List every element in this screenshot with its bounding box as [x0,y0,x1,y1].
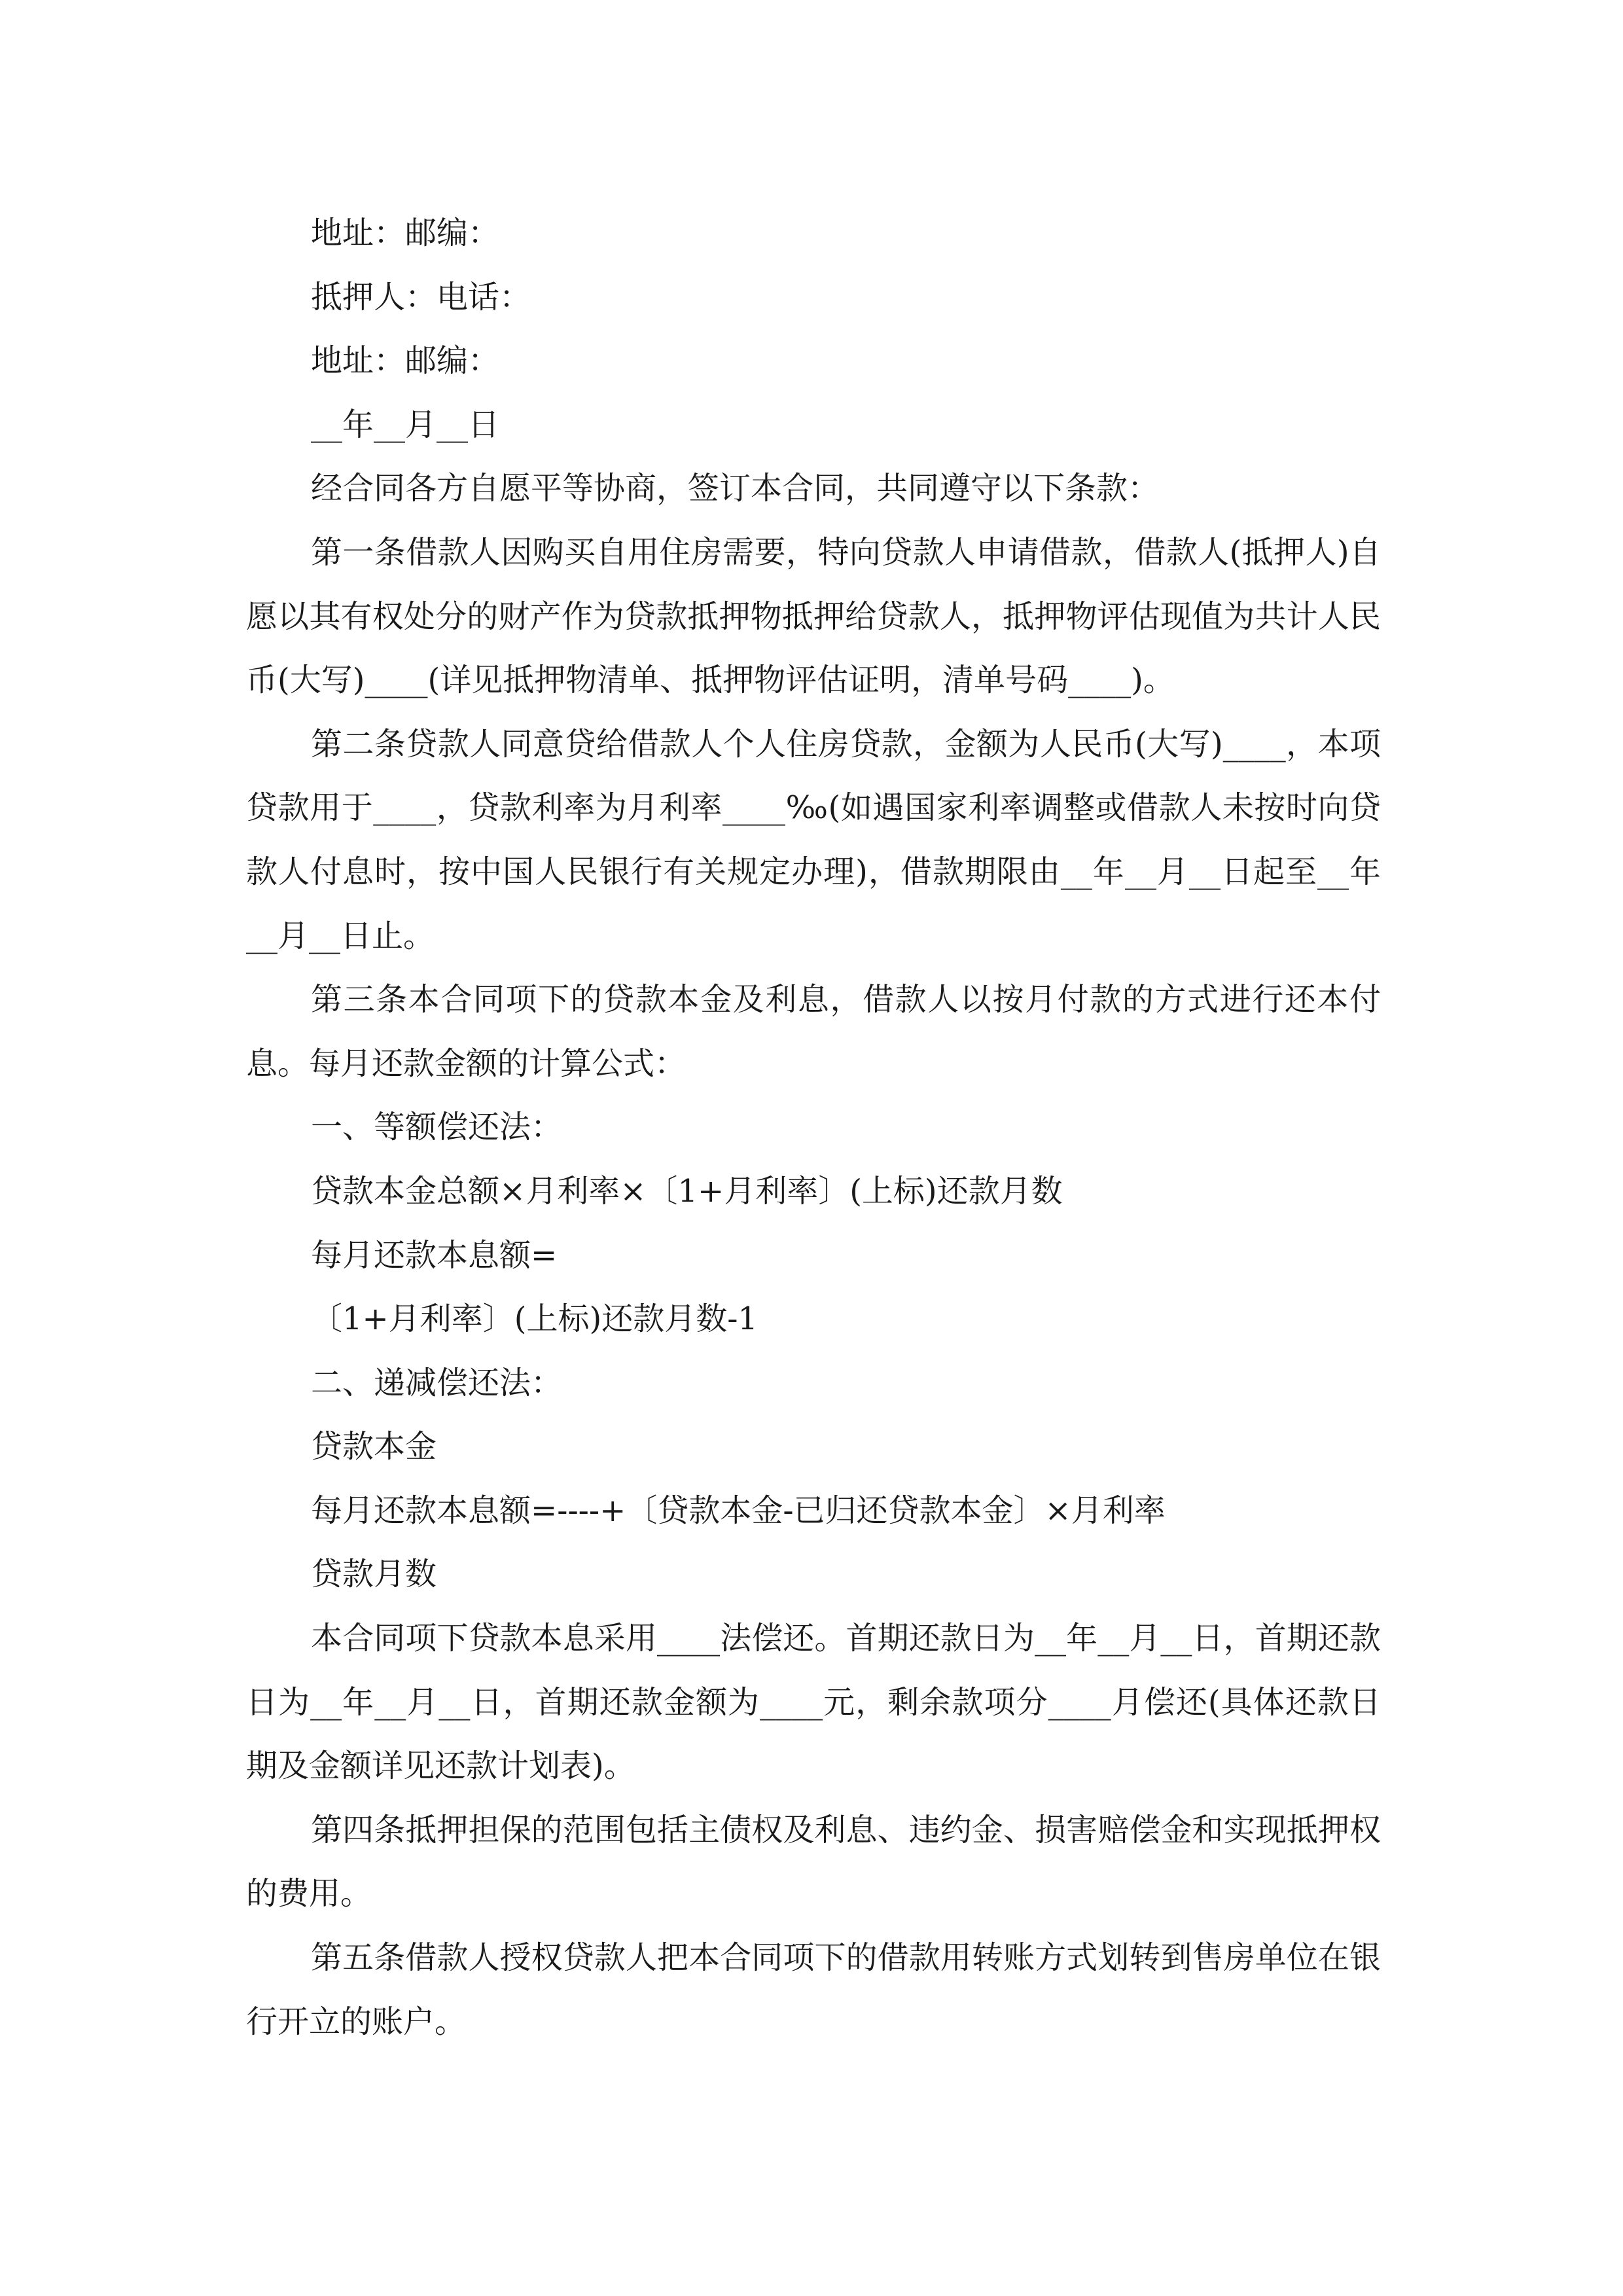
mortgagor-phone-line: 抵押人：电话： [311,278,531,315]
article-4-paragraph: 第四条抵押担保的范围包括主债权及利息、违约金、损害赔偿金和实现抵押权的费用。 [246,1811,1381,1912]
equal-repayment-heading: 一、等额偿还法： [311,1109,563,1146]
article-2-paragraph: 第二条贷款人同意贷给借款人个人住房贷款，金额为人民币(大写)____，本项贷款用于____，贷款利率为月利率____‰(如遇国家利率调整或借款人未按时向贷款人付息时，按中国人民银行有关规定办理)，借款期限由__年__月__日起至__年__月__日止。 [246,725,1381,954]
address-postcode-line-2: 地址：邮编： [311,342,500,380]
article-3-paragraph: 第三条本合同项下的贷款本金及利息，借款人以按月付款的方式进行还本付息。每月还款金额的计算公式： [246,981,1381,1082]
preamble-paragraph: 经合同各方自愿平等协商，签订本合同，共同遵守以下条款： [311,470,1160,507]
declining-formula-numerator: 贷款本金 [311,1428,437,1465]
declining-formula-line: 每月还款本息额=----+〔贷款本金-已归还贷款本金〕×月利率 [311,1492,1166,1529]
date-line: __年__月__日 [311,406,500,443]
contract-body [246,202,1381,2054]
address-postcode-line: 地址：邮编： [311,215,500,251]
formula-numerator-line: 贷款本金总额×月利率×〔1+月利率〕(上标)还款月数 [311,1172,1063,1210]
article-1-paragraph: 第一条借款人因购买自用住房需要，特向贷款人申请借款，借款人(抵押人)自愿以其有权处分的财产作为贷款抵押物抵押给贷款人，抵押物评估现值为共计人民币(大写)____(详见抵押物清单、抵押物评估证明，清单号码____)。 [246,533,1381,699]
repayment-schedule-paragraph: 本合同项下贷款本息采用____法偿还。首期还款日为__年__月__日，首期还款日为__年__月__日，首期还款金额为____元，剩余款项分____月偿还(具体还款日期及金额详见还款计划表)。 [246,1620,1381,1785]
article-5-paragraph: 第五条借款人授权贷款人把本合同项下的借款用转账方式划转到售房单位在银行开立的账户。 [246,1939,1381,2040]
formula-denominator-line: 〔1+月利率〕(上标)还款月数-1 [311,1300,758,1338]
declining-repayment-heading: 二、递减偿还法： [311,1364,563,1401]
declining-formula-denominator: 贷款月数 [311,1556,437,1593]
formula-label-line: 每月还款本息额= [311,1236,558,1274]
